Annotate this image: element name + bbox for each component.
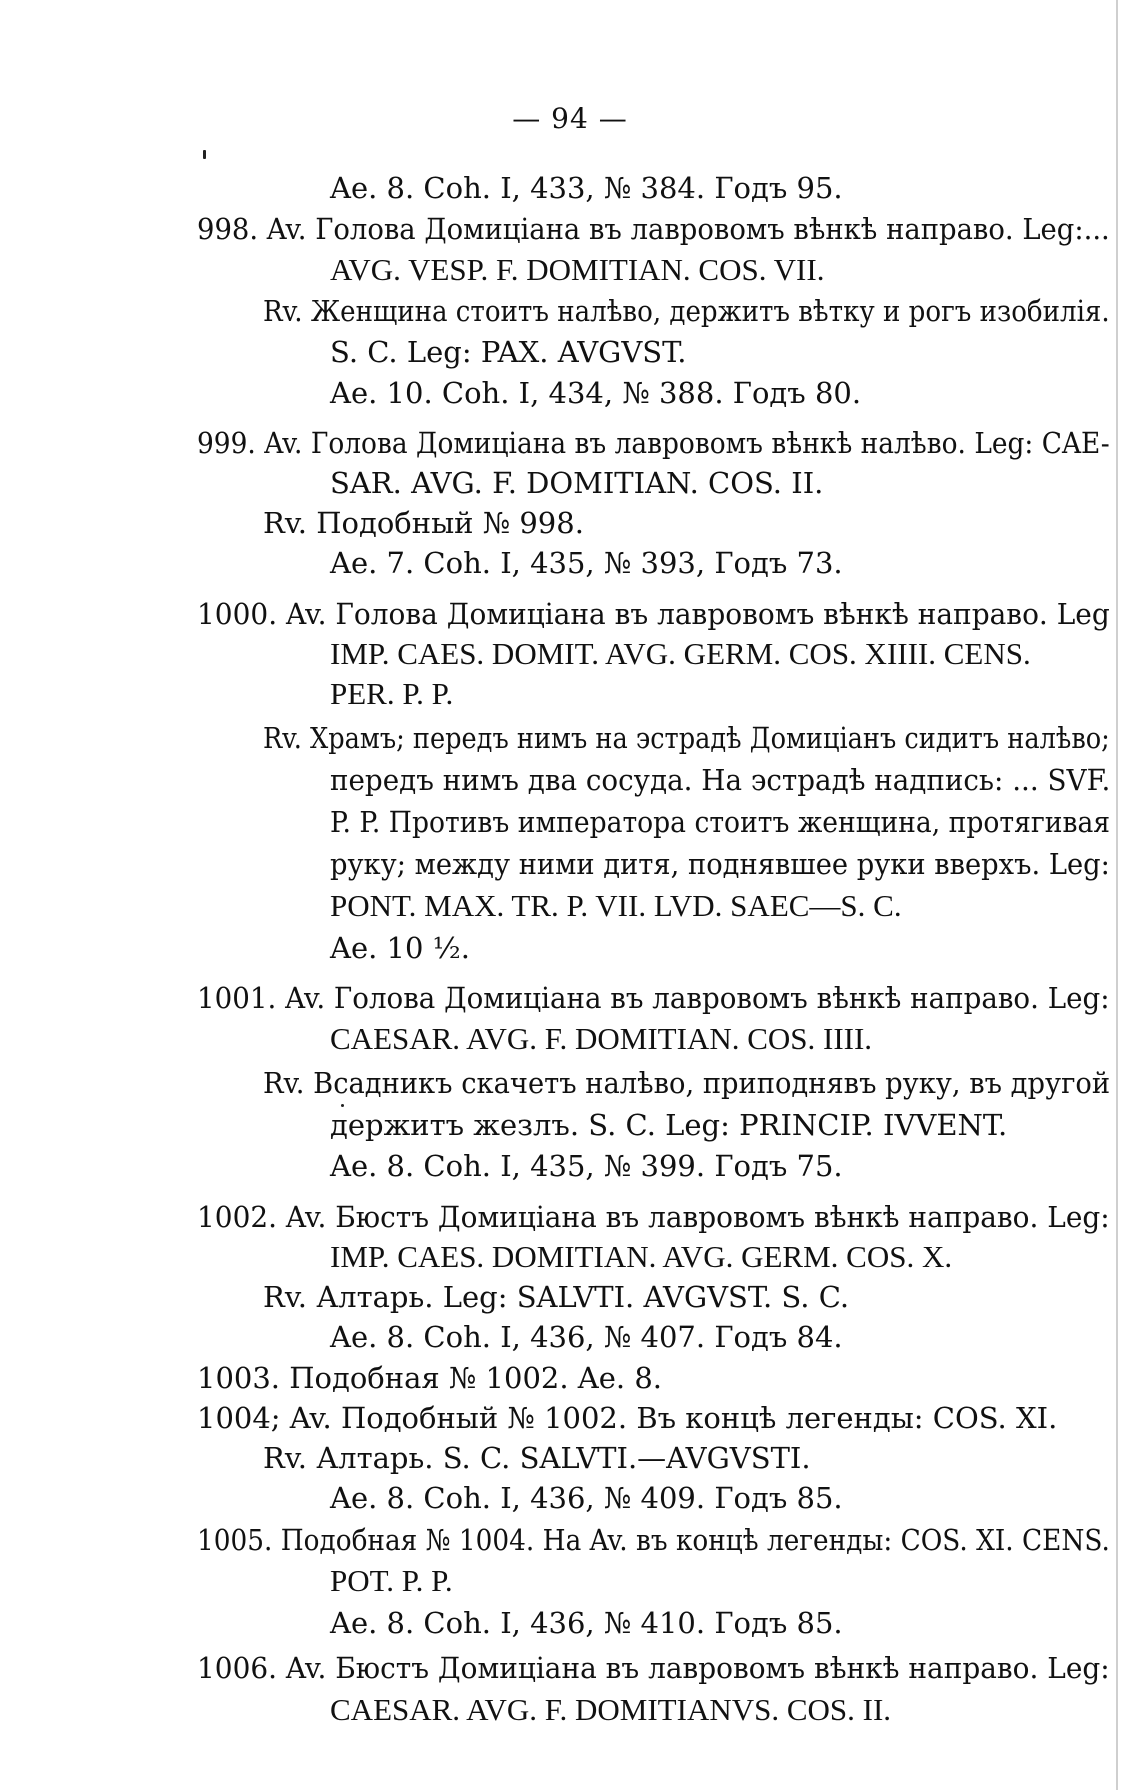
text-line: 1000. Av. Голова Домиціана въ лавровомъ вѣнкѣ направо. Leg: [197, 597, 1110, 631]
text-line: Ae. 8. Coh. I, 435, № 399. Годъ 75.: [330, 1149, 843, 1183]
text-line: Rv. Всадникъ скачетъ налѣво, приподнявъ руку, въ другой: [263, 1066, 1111, 1100]
scan-speck: [203, 150, 206, 159]
page-edge-divider: [1116, 0, 1118, 1790]
text-line: 1003. Подобная № 1002. Ae. 8.: [197, 1361, 663, 1395]
text-line: PONT. MAX. TR. P. VII. LVD. SAEC—S. C.: [330, 888, 902, 923]
text-line: IMP. CAES. DOMITIAN. AVG. GERM. COS. X.: [330, 1239, 953, 1274]
text-line: Rv. Храмъ; передъ нимъ на эстрадѣ Домиціанъ сидитъ налѣво;: [263, 721, 1110, 755]
text-line: руку; между ними дитя, поднявшее руки вверхъ. Leg:: [330, 847, 1110, 881]
text-line: Rv. Подобный № 998.: [263, 506, 584, 540]
text-line: 998. Av. Голова Домиціана въ лавровомъ вѣнкѣ направо. Leg:...: [197, 212, 1110, 246]
text-line: PER. P. P.: [330, 676, 454, 711]
text-line: S. C. Leg: PAX. AVGVST.: [330, 335, 687, 369]
text-line: Ae. 10 ½.: [330, 931, 470, 965]
text-line: POT. P. P.: [330, 1563, 453, 1598]
text-line: 1004; Av. Подобный № 1002. Въ концѣ легенды: COS. XI.: [197, 1401, 1058, 1435]
text-line: держитъ жезлъ. S. C. Leg: PRINCIP. IVVENT.: [330, 1108, 1008, 1142]
text-line: Ae. 10. Coh. I, 434, № 388. Годъ 80.: [330, 376, 862, 410]
text-line: 999. Av. Голова Домиціана въ лавровомъ вѣнкѣ налѣво. Leg: CAE-: [197, 426, 1110, 460]
page-number: — 94 —: [512, 102, 628, 135]
text-line: Ae. 8. Coh. I, 436, № 407. Годъ 84.: [330, 1320, 843, 1354]
text-line: Rv. Женщина стоитъ налѣво, держитъ вѣтку и рогъ изобилія.: [263, 294, 1110, 328]
text-line: Rv. Алтарь. Leg: SALVTI. AVGVST. S. C.: [263, 1280, 850, 1314]
text-line: Rv. Алтарь. S. C. SALVTI.—AVGVSTI.: [263, 1441, 811, 1475]
text-line: Ae. 8. Coh. I, 433, № 384. Годъ 95.: [330, 171, 843, 205]
text-line: Ae. 8. Coh. I, 436, № 409. Годъ 85.: [330, 1481, 843, 1515]
text-line: Ae. 7. Coh. I, 435, № 393, Годъ 73.: [330, 546, 843, 580]
text-line: P. P. Противъ императора стоитъ женщина, протягивая: [330, 805, 1111, 839]
text-line: 1002. Av. Бюстъ Домиціана въ лавровомъ вѣнкѣ направо. Leg:: [197, 1200, 1110, 1234]
text-line: CAESAR. AVG. F. DOMITIAN. COS. IIII.: [330, 1021, 873, 1056]
text-line: CAESAR. AVG. F. DOMITIANVS. COS. II.: [330, 1692, 892, 1727]
text-line: 1006. Av. Бюстъ Домиціана въ лавровомъ вѣнкѣ направо. Leg:: [197, 1651, 1110, 1685]
text-line: SAR. AVG. F. DOMITIAN. COS. II.: [330, 466, 824, 500]
text-line: IMP. CAES. DOMIT. AVG. GERM. COS. XIIII. CENS.: [330, 636, 1031, 671]
text-line: AVG. VESP. F. DOMITIAN. COS. VII.: [330, 252, 825, 287]
text-line: передъ нимъ два сосуда. На эстрадѣ надпись: ... SVF.: [330, 763, 1111, 797]
text-line: 1005. Подобная № 1004. На Av. въ концѣ легенды: COS. XI. CENS.: [197, 1523, 1110, 1557]
text-line: Ae. 8. Coh. I, 436, № 410. Годъ 85.: [330, 1606, 843, 1640]
text-line: 1001. Av. Голова Домиціана въ лавровомъ вѣнкѣ направо. Leg:: [197, 981, 1110, 1015]
